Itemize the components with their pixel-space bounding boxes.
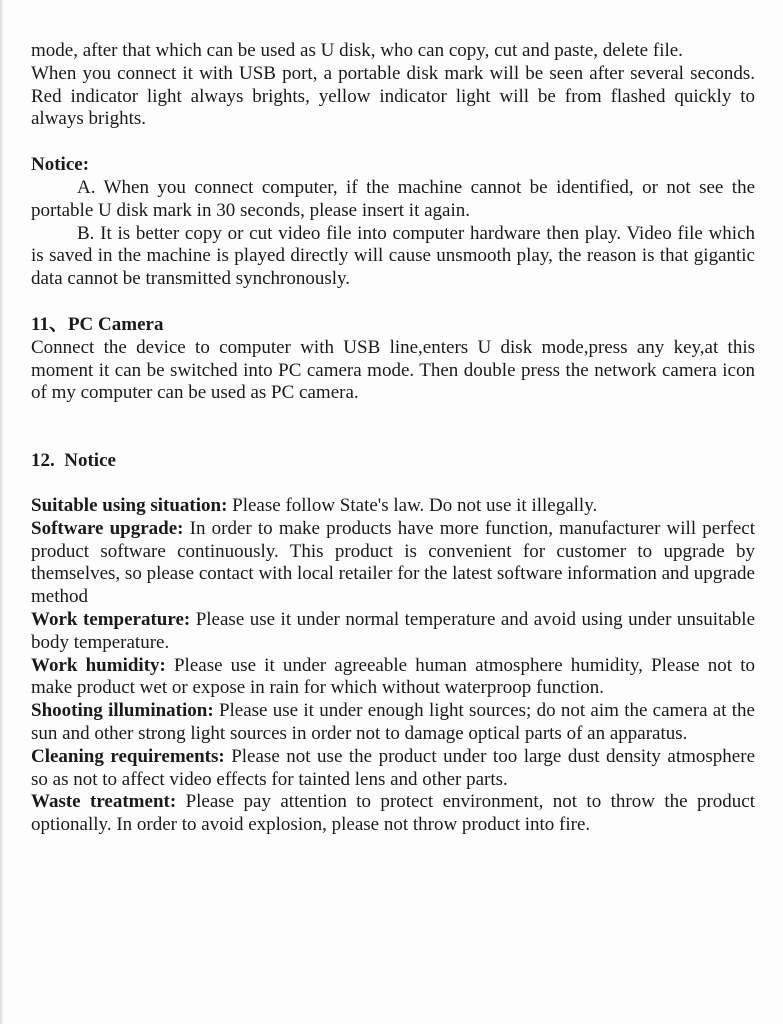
item-text: Please not use the product under too large dust density atmosphere so as not to affect video effects for tainted lens and other parts. (31, 745, 756, 790)
notice-suitable-using (31, 495, 755, 518)
section-12-heading: 12. Notice (31, 450, 116, 472)
item-label: Work temperature: (31, 608, 191, 630)
intro-paragraph-1: mode, after that which can be used as U disk, who can copy, cut and paste, delete file. (31, 40, 683, 61)
notice-work-humidity (31, 655, 755, 701)
section-11-body: Connect the device to computer with USB line,enters U disk mode,press any key,at this moment it can be switched into PC camera mode. Then double press the network camera icon of my computer can be used as PC camera. (31, 336, 755, 404)
text-column (31, 40, 755, 837)
item-text: In order to make products have more function, manufacturer will perfect product software continuously. This product is convenient for customer to upgrade by themselves, so please contact with local retailer for the latest software information and upgrade method (31, 517, 755, 608)
notice-software-upgrade (31, 518, 755, 609)
notice-heading: Notice: (31, 154, 90, 176)
item-label: Work humidity: (31, 654, 166, 676)
section-11-heading: 11、PC Camera (31, 313, 164, 335)
notice-shooting-illumination (31, 700, 755, 746)
item-text: Please follow State's law. Do not use it illegally. (227, 494, 598, 516)
item-label: Shooting illumination: (31, 700, 214, 722)
item-label: Suitable using situation: (31, 494, 228, 516)
notice-cleaning-requirements (31, 746, 755, 792)
item-text: Please use it under normal temperature and avoid using under unsuitable body temperature. (31, 608, 756, 653)
item-label: Software upgrade: (31, 517, 184, 539)
item-text: Please use it under agreeable human atmosphere humidity, Please not to make product wet or expose in rain for which without waterproop function. (31, 654, 755, 699)
notice-item-a: A. When you connect computer, if the machine cannot be identified, or not see the portable U disk mark in 30 seconds, please insert it again. (31, 176, 755, 221)
notice-item-b: B. It is better copy or cut video file into computer hardware then play. Video file which is saved in the machine is played directly will cause unsmooth play, the reason is that gigantic data cannot be transmitted synchronously. (31, 222, 755, 290)
scan-edge-shadow (0, 0, 3, 1024)
item-text: Please pay attention to protect environment, not to throw the product optionally. In order to avoid explosion, please not throw product into fire. (31, 791, 755, 836)
item-label: Waste treatment: (31, 791, 177, 813)
notice-waste-treatment (31, 791, 755, 837)
intro-paragraph-2: When you connect it with USB port, a portable disk mark will be seen after several seconds. Red indicator light always brights, yellow indicator light will be from flashed quickly to always brights. (31, 62, 755, 130)
item-label: Cleaning requirements: (31, 745, 225, 767)
notice-work-temperature (31, 609, 755, 655)
item-text: Please use it under enough light sources; do not aim the camera at the sun and other strong light sources in order not to damage optical parts of an apparatus. (31, 700, 755, 744)
